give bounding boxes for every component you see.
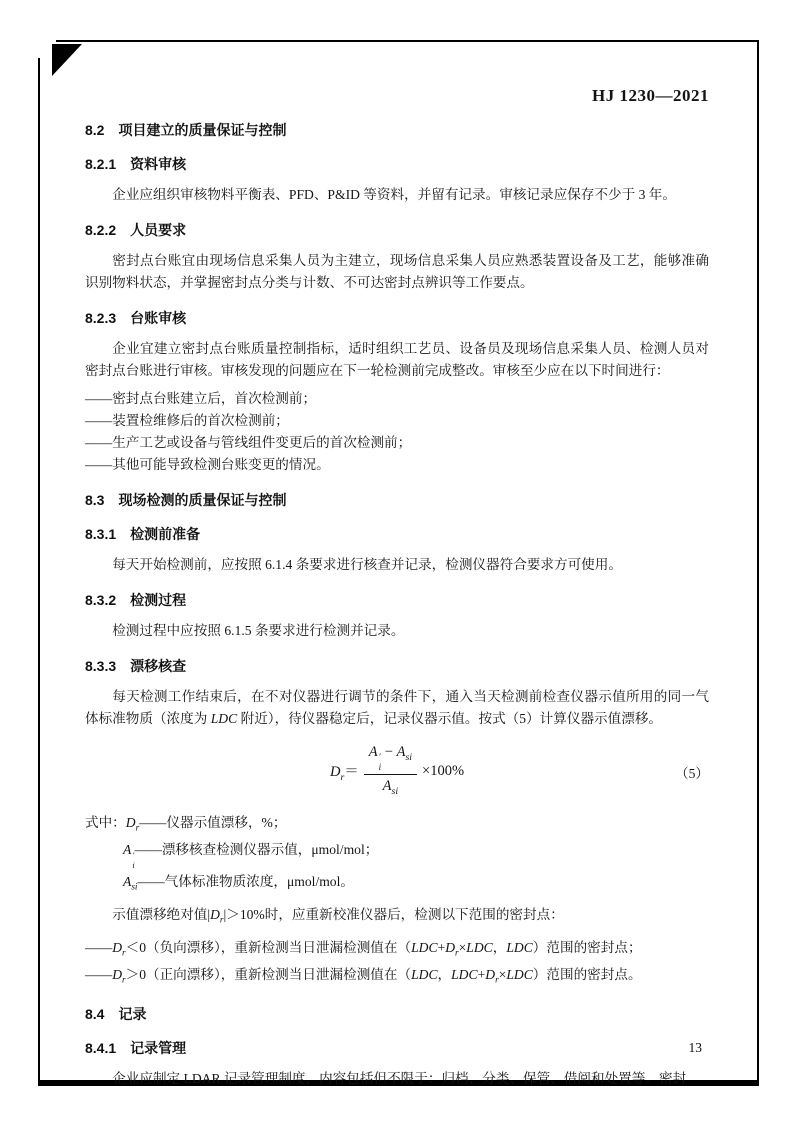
list-item: ——其他可能导致检测台账变更的情况。 xyxy=(85,457,330,472)
heading-8-4-1: 8.4.1 记录管理 xyxy=(85,1040,187,1057)
equation-5 xyxy=(85,742,709,802)
paragraph-8-2-1: 企业应组织审核物料平衡表、PFD、P&ID 等资料，并留有记录。审核记录应保存不少于 3 年。 xyxy=(112,187,676,202)
page-number: 13 xyxy=(688,1040,702,1055)
paragraph-8-3-3: 每天检测工作结束后，在不对仪器进行调节的条件下，通入当天检测前检查仪器示值所用的同一气体标准物质（浓度为 LDC 附近），待仪器稳定后，记录仪器示值。按式（5）计算仪器示值漂移。 xyxy=(85,689,709,726)
drift-formula xyxy=(330,742,464,802)
heading-8-3-2: 8.3.2 检测过程 xyxy=(85,592,187,608)
scan-edge-left xyxy=(38,58,40,1084)
formula-lhs: $D_r=$ xyxy=(329,764,359,784)
list-item: ——生产工艺或设备与管线组件变更后的首次检测前； xyxy=(85,435,412,450)
where-line-1 xyxy=(85,812,709,839)
heading-8-2: 8.2 项目建立的质量保证与控制 xyxy=(85,122,287,138)
paragraph-8-4-1: 企业应制定 LDAR 记录管理制度，内容包括但不限于：归档、分类、保管、借阅和处置等。密封 xyxy=(112,1071,687,1087)
list-item: ——装置检维修后的首次检测前； xyxy=(85,413,289,428)
scan-edge-right xyxy=(757,40,759,1084)
paragraph-8-2-3: 企业宜建立密封点台账质量控制指标，适时组织工艺员、设备员及现场信息采集人员、检测人员对密封点台账进行审核。审核发现的问题应在下一轮检测前完成整改。审核至少应在以下时间进行： xyxy=(85,341,709,378)
where-line-3 xyxy=(85,871,709,898)
formula-numerator: A ′ i − $A_{si}$ xyxy=(364,742,417,775)
document-number: HJ 1230—2021 xyxy=(592,86,709,105)
scan-corner-artifact xyxy=(52,44,82,76)
heading-8-4: 8.4 记录 xyxy=(85,1006,147,1023)
equation-number: （5） xyxy=(675,765,709,781)
paragraph-8-3-2: 检测过程中应按照 6.1.5 条要求进行检测并记录。 xyxy=(112,623,405,638)
list-item: $——D_r>0$（正向漂移），重新检测当日泄漏检测值在（LDC，$LDC+D_r\times LDC$）范围的密封点。 xyxy=(85,966,642,985)
heading-8-3-3: 8.3.3 漂移核查 xyxy=(85,658,187,674)
heading-8-2-1: 8.2.1 资料审核 xyxy=(85,156,187,172)
heading-8-2-3: 8.2.3 台账审核 xyxy=(85,310,187,326)
paragraph-8-2-2: 密封点台账宜由现场信息采集人员为主建立，现场信息采集人员应熟悉装置设备及工艺，能够准确识别物料状态，并掌握密封点分类与计数、不可达密封点辨识等工作要点。 xyxy=(85,253,709,290)
where-lead: 式中： xyxy=(85,814,126,830)
where-desc: ——仪器示值漂移，%； xyxy=(139,814,287,830)
where-symbol: $A_{si}$ xyxy=(123,874,138,893)
list-item: ——密封点台账建立后，首次检测前； xyxy=(85,391,317,406)
paragraph-8-3-1: 每天开始检测前，应按照 6.1.4 条要求进行核查并记录，检测仪器符合要求方可使用。 xyxy=(112,557,622,572)
where-symbol: A ′ i xyxy=(123,842,135,870)
formula-tail: ×100% xyxy=(422,763,465,780)
paragraph-drift-rule: 示值漂移绝对值$|D_r|>10\%$时，应重新校准仪器后，检测以下范围的密封点： xyxy=(112,907,564,925)
list-item: $——D_r<0$（负向漂移），重新检测当日泄漏检测值在（$LDC+D_r\times LDC$，LDC）范围的密封点； xyxy=(85,939,642,958)
where-desc: ——气体标准物质浓度，μmol/mol。 xyxy=(137,874,354,890)
page-content xyxy=(85,0,709,1096)
heading-8-3-1: 8.3.1 检测前准备 xyxy=(85,526,201,542)
formula-fraction xyxy=(364,742,417,802)
where-symbol: $D_r$ xyxy=(125,814,140,833)
heading-8-3: 8.3 现场检测的质量保证与控制 xyxy=(85,492,287,508)
heading-8-2-2: 8.2.2 人员要求 xyxy=(85,222,187,238)
where-desc: ——漂移核查检测仪器示值，μmol/mol； xyxy=(134,842,379,858)
where-line-2 xyxy=(85,839,709,870)
formula-denominator: $A_{si}$ xyxy=(382,777,399,797)
